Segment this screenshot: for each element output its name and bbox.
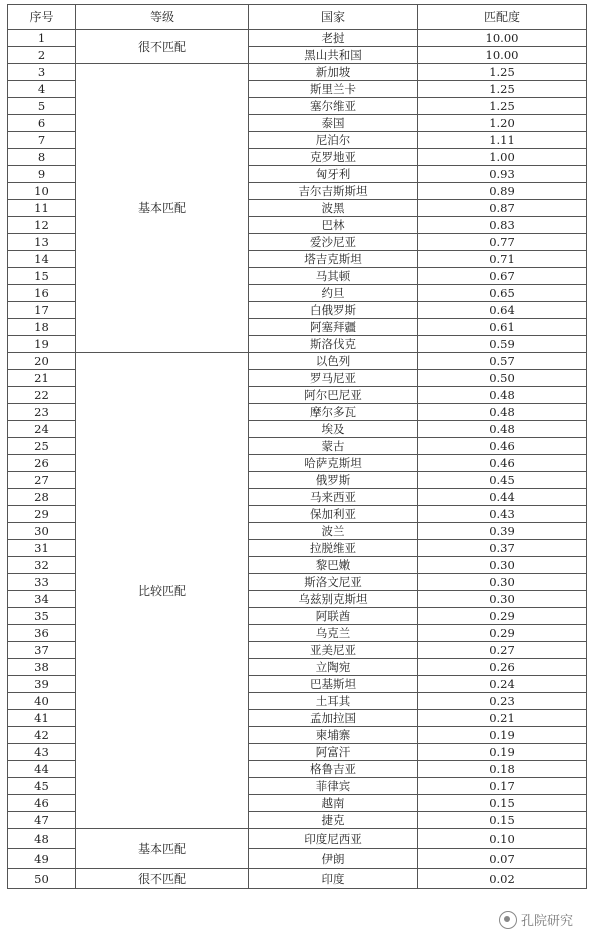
row-index: 49 xyxy=(8,849,76,869)
row-index: 34 xyxy=(8,591,76,608)
match-value-cell: 0.46 xyxy=(418,455,587,472)
country-cell: 罗马尼亚 xyxy=(249,370,418,387)
row-index: 14 xyxy=(8,251,76,268)
match-value-cell: 0.48 xyxy=(418,421,587,438)
row-index: 23 xyxy=(8,404,76,421)
wechat-logo-icon xyxy=(499,911,517,929)
row-index: 1 xyxy=(8,30,76,47)
watermark-text: 孔院研究 xyxy=(520,914,573,929)
country-cell: 新加坡 xyxy=(249,64,418,81)
match-value-cell: 1.00 xyxy=(418,149,587,166)
row-index: 30 xyxy=(8,523,76,540)
match-value-cell: 0.46 xyxy=(418,438,587,455)
country-cell: 斯里兰卡 xyxy=(249,81,418,98)
row-index: 46 xyxy=(8,795,76,812)
country-cell: 黑山共和国 xyxy=(249,47,418,64)
row-index: 10 xyxy=(8,183,76,200)
country-cell: 吉尔吉斯斯坦 xyxy=(249,183,418,200)
row-index: 42 xyxy=(8,727,76,744)
row-index: 20 xyxy=(8,353,76,370)
country-cell: 乌兹别克斯坦 xyxy=(249,591,418,608)
country-cell: 越南 xyxy=(249,795,418,812)
row-index: 38 xyxy=(8,659,76,676)
match-value-cell: 0.15 xyxy=(418,795,587,812)
header-row xyxy=(8,5,587,30)
match-value-cell: 0.17 xyxy=(418,778,587,795)
country-cell: 阿尔巴尼亚 xyxy=(249,387,418,404)
match-value-cell: 0.18 xyxy=(418,761,587,778)
match-value-cell: 0.30 xyxy=(418,574,587,591)
country-cell: 塔吉克斯坦 xyxy=(249,251,418,268)
grade-cell: 很不匹配 xyxy=(76,30,249,64)
row-index: 41 xyxy=(8,710,76,727)
row-index: 22 xyxy=(8,387,76,404)
match-value-cell: 0.89 xyxy=(418,183,587,200)
country-cell: 塞尔维亚 xyxy=(249,98,418,115)
match-value-cell: 0.45 xyxy=(418,472,587,489)
row-index: 5 xyxy=(8,98,76,115)
match-value-cell: 0.19 xyxy=(418,727,587,744)
country-cell: 亚美尼亚 xyxy=(249,642,418,659)
match-value-cell: 0.02 xyxy=(418,869,587,889)
match-value-cell: 0.61 xyxy=(418,319,587,336)
match-value-cell: 0.07 xyxy=(418,849,587,869)
match-value-cell: 0.71 xyxy=(418,251,587,268)
grade-cell: 很不匹配 xyxy=(76,869,249,889)
header-country: 国家 xyxy=(249,5,418,30)
match-value-cell: 10.00 xyxy=(418,47,587,64)
row-index: 12 xyxy=(8,217,76,234)
match-value-cell: 1.25 xyxy=(418,98,587,115)
grade-cell: 基本匹配 xyxy=(76,64,249,353)
country-cell: 菲律宾 xyxy=(249,778,418,795)
match-value-cell: 0.77 xyxy=(418,234,587,251)
match-value-cell: 0.37 xyxy=(418,540,587,557)
row-index: 9 xyxy=(8,166,76,183)
country-cell: 阿联酋 xyxy=(249,608,418,625)
country-cell: 马其顿 xyxy=(249,268,418,285)
row-index: 25 xyxy=(8,438,76,455)
row-index: 29 xyxy=(8,506,76,523)
country-cell: 尼泊尔 xyxy=(249,132,418,149)
row-index: 33 xyxy=(8,574,76,591)
row-index: 27 xyxy=(8,472,76,489)
match-value-cell: 0.48 xyxy=(418,404,587,421)
row-index: 36 xyxy=(8,625,76,642)
grade-cell: 基本匹配 xyxy=(76,829,249,869)
match-value-cell: 0.24 xyxy=(418,676,587,693)
row-index: 28 xyxy=(8,489,76,506)
country-cell: 蒙古 xyxy=(249,438,418,455)
match-value-cell: 0.23 xyxy=(418,693,587,710)
row-index: 11 xyxy=(8,200,76,217)
document-page xyxy=(7,4,586,940)
country-cell: 克罗地亚 xyxy=(249,149,418,166)
table-row xyxy=(8,64,587,81)
country-cell: 印度尼西亚 xyxy=(249,829,418,849)
country-cell: 阿塞拜疆 xyxy=(249,319,418,336)
row-index: 43 xyxy=(8,744,76,761)
row-index: 47 xyxy=(8,812,76,829)
country-cell: 爱沙尼亚 xyxy=(249,234,418,251)
row-index: 18 xyxy=(8,319,76,336)
match-value-cell: 0.15 xyxy=(418,812,587,829)
table-row xyxy=(8,353,587,370)
row-index: 24 xyxy=(8,421,76,438)
country-cell: 巴基斯坦 xyxy=(249,676,418,693)
row-index: 48 xyxy=(8,829,76,849)
country-cell: 立陶宛 xyxy=(249,659,418,676)
country-cell: 斯洛伐克 xyxy=(249,336,418,353)
match-value-cell: 10.00 xyxy=(418,30,587,47)
match-value-cell: 0.48 xyxy=(418,387,587,404)
country-cell: 匈牙利 xyxy=(249,166,418,183)
row-index: 8 xyxy=(8,149,76,166)
row-index: 40 xyxy=(8,693,76,710)
match-value-cell: 0.43 xyxy=(418,506,587,523)
match-value-cell: 0.57 xyxy=(418,353,587,370)
country-cell: 格鲁吉亚 xyxy=(249,761,418,778)
match-value-cell: 0.64 xyxy=(418,302,587,319)
country-cell: 以色列 xyxy=(249,353,418,370)
match-value-cell: 0.83 xyxy=(418,217,587,234)
match-value-cell: 0.30 xyxy=(418,557,587,574)
country-cell: 泰国 xyxy=(249,115,418,132)
country-cell: 俄罗斯 xyxy=(249,472,418,489)
row-index: 13 xyxy=(8,234,76,251)
table-row xyxy=(8,30,587,47)
match-value-cell: 0.39 xyxy=(418,523,587,540)
country-cell: 马来西亚 xyxy=(249,489,418,506)
match-value-cell: 0.29 xyxy=(418,608,587,625)
header-index: 序号 xyxy=(8,5,76,30)
row-index: 35 xyxy=(8,608,76,625)
row-index: 4 xyxy=(8,81,76,98)
table-row xyxy=(8,829,587,849)
country-cell: 伊朗 xyxy=(249,849,418,869)
match-value-cell: 0.29 xyxy=(418,625,587,642)
country-cell: 埃及 xyxy=(249,421,418,438)
row-index: 2 xyxy=(8,47,76,64)
match-value-cell: 0.26 xyxy=(418,659,587,676)
row-index: 17 xyxy=(8,302,76,319)
row-index: 32 xyxy=(8,557,76,574)
row-index: 37 xyxy=(8,642,76,659)
row-index: 16 xyxy=(8,285,76,302)
row-index: 39 xyxy=(8,676,76,693)
country-cell: 老挝 xyxy=(249,30,418,47)
match-value-cell: 0.50 xyxy=(418,370,587,387)
country-cell: 柬埔寨 xyxy=(249,727,418,744)
match-value-cell: 0.21 xyxy=(418,710,587,727)
row-index: 7 xyxy=(8,132,76,149)
match-value-cell: 0.19 xyxy=(418,744,587,761)
match-value-cell: 0.10 xyxy=(418,829,587,849)
country-cell: 捷克 xyxy=(249,812,418,829)
country-cell: 巴林 xyxy=(249,217,418,234)
header-grade: 等级 xyxy=(76,5,249,30)
row-index: 15 xyxy=(8,268,76,285)
row-index: 21 xyxy=(8,370,76,387)
row-index: 31 xyxy=(8,540,76,557)
country-cell: 波兰 xyxy=(249,523,418,540)
country-cell: 拉脱维亚 xyxy=(249,540,418,557)
match-value-cell: 0.59 xyxy=(418,336,587,353)
row-index: 19 xyxy=(8,336,76,353)
country-cell: 阿富汗 xyxy=(249,744,418,761)
country-cell: 白俄罗斯 xyxy=(249,302,418,319)
header-match: 匹配度 xyxy=(418,5,587,30)
country-cell: 孟加拉国 xyxy=(249,710,418,727)
country-cell: 斯洛文尼亚 xyxy=(249,574,418,591)
row-index: 3 xyxy=(8,64,76,81)
match-value-cell: 1.11 xyxy=(418,132,587,149)
country-cell: 乌克兰 xyxy=(249,625,418,642)
match-value-cell: 0.65 xyxy=(418,285,587,302)
row-index: 45 xyxy=(8,778,76,795)
watermark xyxy=(496,909,576,930)
row-index: 6 xyxy=(8,115,76,132)
country-cell: 波黑 xyxy=(249,200,418,217)
match-value-cell: 1.25 xyxy=(418,81,587,98)
table-row xyxy=(8,869,587,889)
match-value-cell: 1.20 xyxy=(418,115,587,132)
country-cell: 约旦 xyxy=(249,285,418,302)
country-cell: 摩尔多瓦 xyxy=(249,404,418,421)
match-value-cell: 0.87 xyxy=(418,200,587,217)
country-cell: 土耳其 xyxy=(249,693,418,710)
country-cell: 黎巴嫩 xyxy=(249,557,418,574)
match-value-cell: 0.27 xyxy=(418,642,587,659)
row-index: 50 xyxy=(8,869,76,889)
table-body xyxy=(8,30,587,889)
match-value-cell: 0.44 xyxy=(418,489,587,506)
match-value-cell: 0.30 xyxy=(418,591,587,608)
match-value-cell: 1.25 xyxy=(418,64,587,81)
row-index: 44 xyxy=(8,761,76,778)
match-table xyxy=(7,4,587,889)
country-cell: 保加利亚 xyxy=(249,506,418,523)
grade-cell: 比较匹配 xyxy=(76,353,249,829)
country-cell: 哈萨克斯坦 xyxy=(249,455,418,472)
row-index: 26 xyxy=(8,455,76,472)
match-value-cell: 0.93 xyxy=(418,166,587,183)
match-value-cell: 0.67 xyxy=(418,268,587,285)
country-cell: 印度 xyxy=(249,869,418,889)
